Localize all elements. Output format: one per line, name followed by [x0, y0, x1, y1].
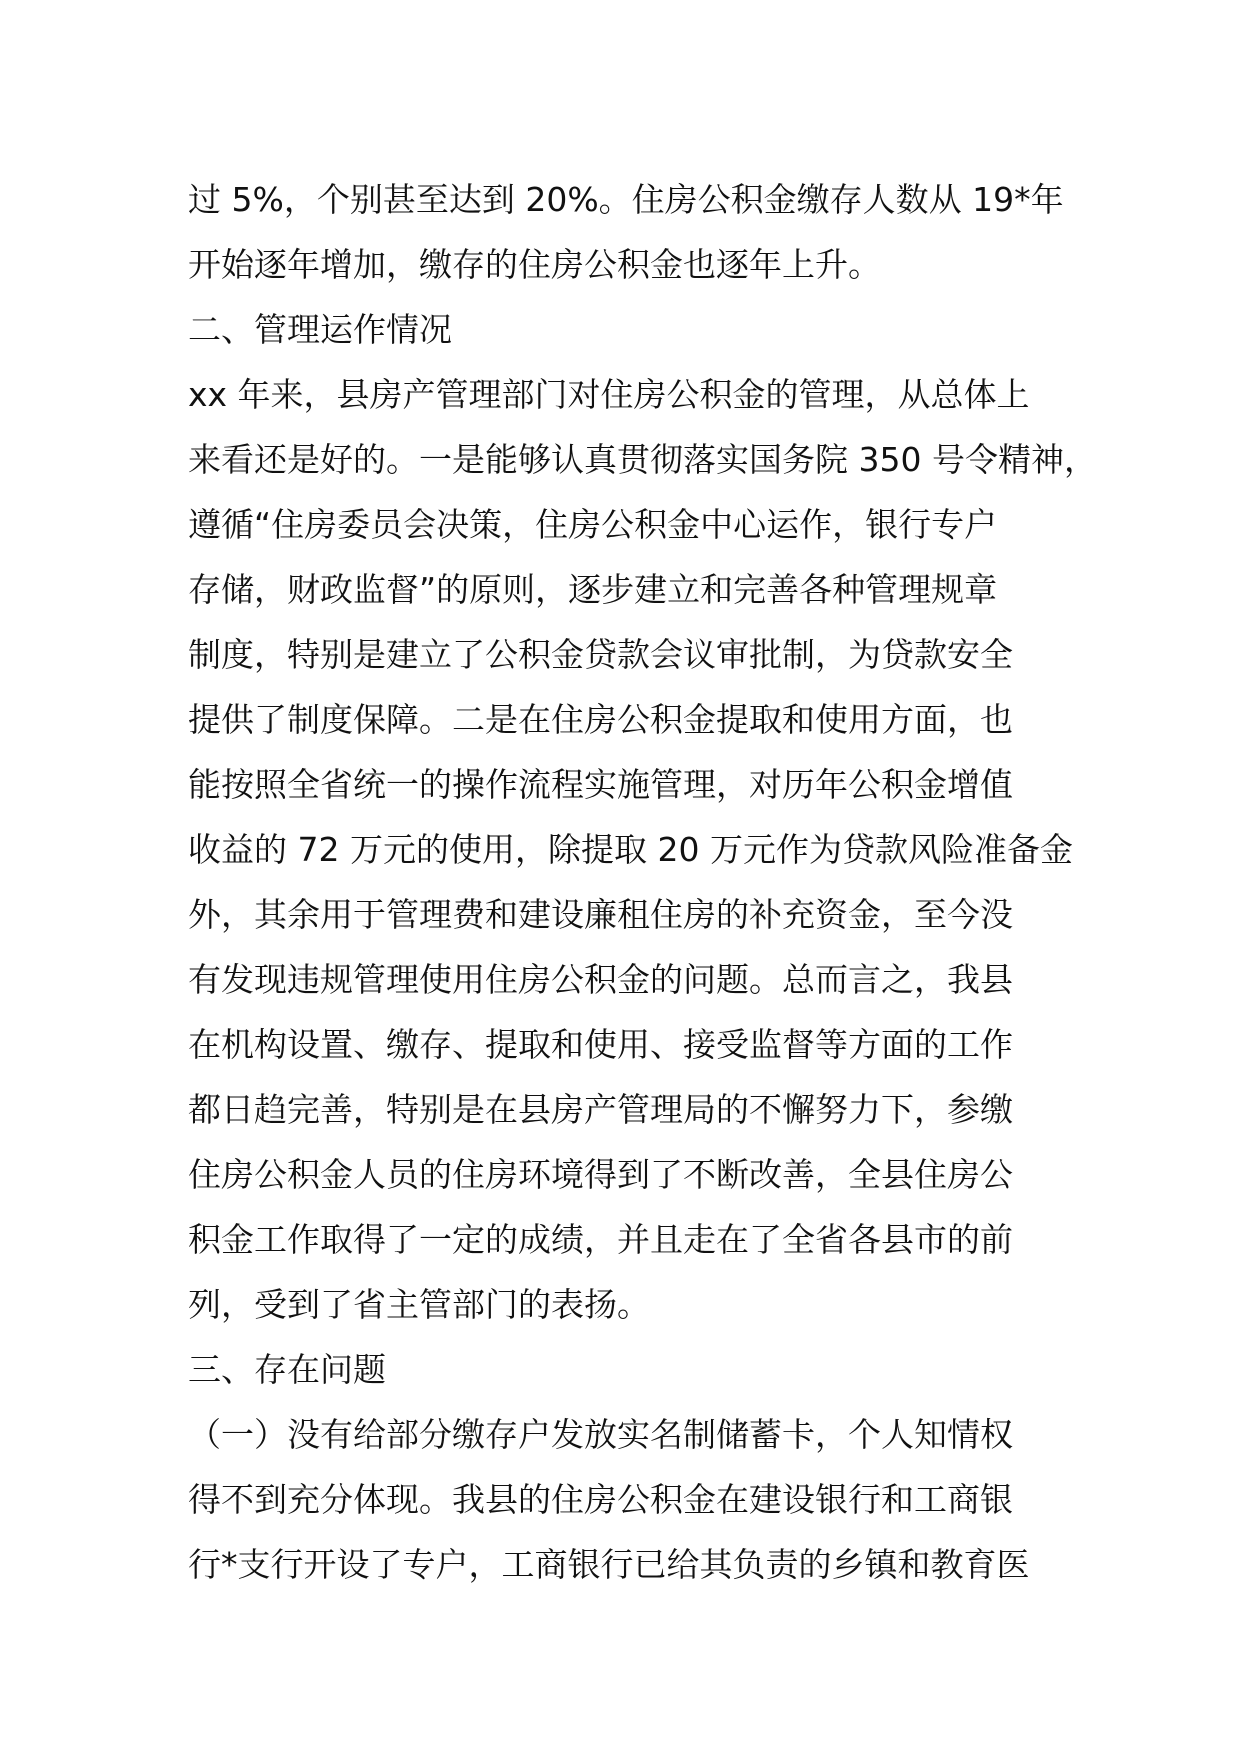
- text-line: 有发现违规管理使用住房公积金的问题。总而言之，我县: [188, 960, 1013, 999]
- text-line: 制度，特别是建立了公积金贷款会议审批制，为贷款安全: [188, 635, 1013, 674]
- text-line: 过 5%，个别甚至达到 20%。住房公积金缴存人数从 19*年: [188, 180, 1064, 219]
- section-heading: 二、管理运作情况: [188, 310, 452, 349]
- text-line: 外，其余用于管理费和建设廉租住房的补充资金，至今没: [188, 895, 1013, 934]
- text-line: （一）没有给部分缴存户发放实名制储蓄卡，个人知情权: [188, 1415, 1013, 1454]
- text-line: 列，受到了省主管部门的表扬。: [188, 1285, 650, 1324]
- document-body: [188, 167, 1097, 1597]
- text-line: 都日趋完善，特别是在县房产管理局的不懈努力下，参缴: [188, 1090, 1013, 1129]
- section-heading: 三、存在问题: [188, 1350, 386, 1389]
- text-line: 得不到充分体现。我县的住房公积金在建设银行和工商银: [188, 1480, 1013, 1519]
- text-line: 住房公积金人员的住房环境得到了不断改善，全县住房公: [188, 1155, 1013, 1194]
- text-line: 能按照全省统一的操作流程实施管理，对历年公积金增值: [188, 765, 1013, 804]
- text-line: 收益的 72 万元的使用，除提取 20 万元作为贷款风险准备金: [188, 830, 1073, 869]
- text-line: 存储，财政监督”的原则，逐步建立和完善各种管理规章: [188, 570, 998, 609]
- text-line: 积金工作取得了一定的成绩，并且走在了全省各县市的前: [188, 1220, 1013, 1259]
- text-line: 开始逐年增加，缴存的住房公积金也逐年上升。: [188, 245, 881, 284]
- text-line: 来看还是好的。一是能够认真贯彻落实国务院 350 号令精神，: [188, 440, 1097, 479]
- text-line: 行*支行开设了专户，工商银行已给其负责的乡镇和教育医: [188, 1545, 1030, 1584]
- text-line: 在机构设置、缴存、提取和使用、接受监督等方面的工作: [188, 1025, 1013, 1064]
- text-line: 遵循“住房委员会决策，住房公积金中心运作，银行专户: [188, 505, 998, 544]
- text-line: xx 年来，县房产管理部门对住房公积金的管理，从总体上: [188, 375, 1030, 414]
- text-line: 提供了制度保障。二是在住房公积金提取和使用方面，也: [188, 700, 1013, 739]
